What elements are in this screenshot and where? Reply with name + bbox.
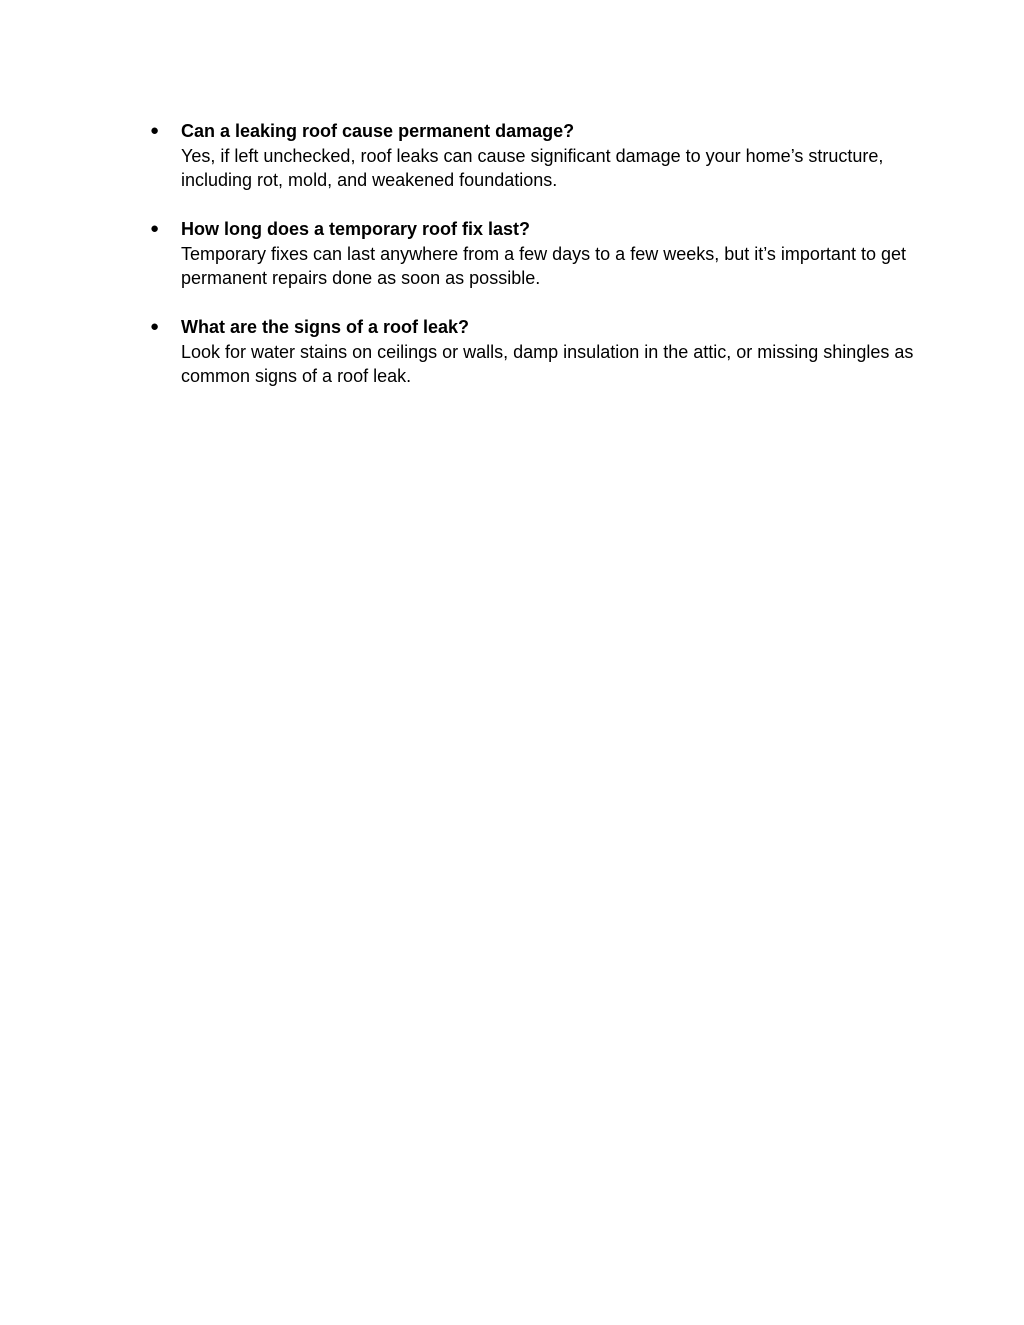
faq-question: How long does a temporary roof fix last? [181,219,531,239]
faq-question: What are the signs of a roof leak? [181,317,470,337]
faq-answer: Look for water stains on ceilings or walls, damp insulation in the attic, or missing shingles as common signs of a roof leak. [181,341,914,386]
faq-list [146,119,916,413]
faq-question: Can a leaking roof cause permanent damage? [181,121,575,141]
bullet-icon: ● [150,220,160,237]
faq-answer: Yes, if left unchecked, roof leaks can cause significant damage to your home’s structure, including rot, mold, and weakened foundations. [181,145,884,190]
bullet-icon: ● [150,122,160,139]
faq-item [146,315,916,389]
faq-item [146,217,916,291]
faq-answer: Temporary fixes can last anywhere from a few days to a few weeks, but it’s important to get permanent repairs done as soon as possible. [181,243,906,288]
faq-item [146,119,916,193]
bullet-icon: ● [150,318,160,335]
